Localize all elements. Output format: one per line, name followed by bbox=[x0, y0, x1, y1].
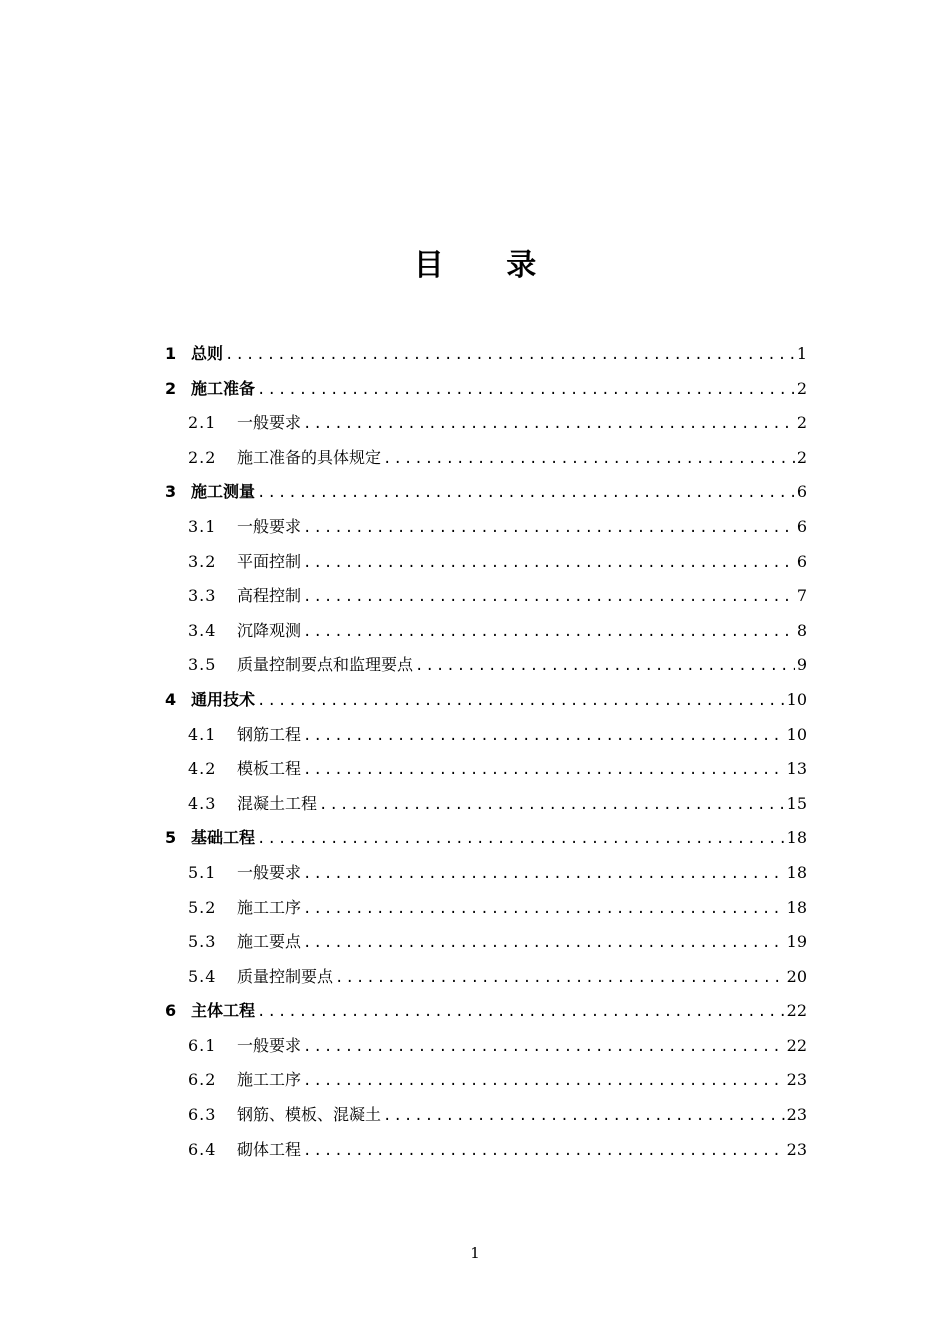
toc-section-entry[interactable] bbox=[165, 614, 807, 649]
toc-entry-number: 2.1 bbox=[188, 413, 217, 433]
toc-dot-leader bbox=[303, 1134, 785, 1169]
toc-dot-leader bbox=[303, 580, 795, 615]
toc-entry-number: 6.3 bbox=[188, 1105, 217, 1125]
toc-entry-title: 基础工程 bbox=[191, 828, 256, 848]
toc-entry-number: 5.4 bbox=[188, 966, 217, 986]
toc-dot-leader bbox=[303, 546, 795, 581]
toc-entry-page: 2 bbox=[796, 447, 807, 467]
toc-entry-title: 高程控制 bbox=[237, 586, 302, 606]
table-of-contents bbox=[165, 337, 807, 1167]
toc-entry-page: 8 bbox=[796, 620, 807, 640]
toc-entry-number: 6.4 bbox=[188, 1139, 217, 1159]
toc-chapter-entry[interactable] bbox=[165, 337, 807, 372]
toc-entry-page: 23 bbox=[786, 1139, 807, 1159]
toc-entry-page: 22 bbox=[786, 1035, 807, 1055]
toc-entry-title: 钢筋工程 bbox=[237, 724, 302, 744]
toc-entry-page: 23 bbox=[786, 1070, 807, 1090]
toc-entry-title: 主体工程 bbox=[191, 1001, 256, 1021]
toc-entry-number: 2 bbox=[165, 378, 177, 398]
toc-entry-title: 施工准备 bbox=[191, 378, 256, 398]
toc-dot-leader bbox=[303, 615, 795, 650]
toc-dot-leader bbox=[335, 961, 785, 996]
toc-dot-leader bbox=[303, 926, 785, 961]
toc-section-entry[interactable] bbox=[165, 1133, 807, 1168]
toc-entry-page: 7 bbox=[796, 586, 807, 606]
toc-dot-leader bbox=[257, 373, 795, 408]
toc-entry-title: 质量控制要点和监理要点 bbox=[237, 655, 414, 675]
toc-entry-number: 1 bbox=[165, 344, 177, 363]
toc-section-entry[interactable] bbox=[165, 545, 807, 580]
toc-dot-leader bbox=[303, 1064, 785, 1099]
toc-section-entry[interactable] bbox=[165, 1063, 807, 1098]
toc-entry-number: 6.1 bbox=[188, 1035, 217, 1055]
toc-entry-title: 施工准备的具体规定 bbox=[237, 447, 382, 467]
toc-dot-leader bbox=[383, 442, 795, 477]
toc-entry-number: 5 bbox=[165, 828, 177, 848]
toc-entry-page: 10 bbox=[786, 724, 807, 744]
page-number: 1 bbox=[470, 1244, 480, 1262]
toc-entry-number: 2.2 bbox=[188, 447, 217, 467]
toc-chapter-entry[interactable] bbox=[165, 372, 807, 407]
toc-section-entry[interactable] bbox=[165, 441, 807, 476]
toc-dot-leader bbox=[319, 788, 785, 823]
toc-section-entry[interactable] bbox=[165, 925, 807, 960]
toc-entry-title: 砌体工程 bbox=[237, 1139, 302, 1159]
toc-entry-page: 19 bbox=[786, 932, 807, 952]
toc-section-entry[interactable] bbox=[165, 579, 807, 614]
toc-section-entry[interactable] bbox=[165, 718, 807, 753]
toc-entry-page: 2 bbox=[796, 378, 807, 398]
toc-entry-number: 5.3 bbox=[188, 932, 217, 952]
toc-entry-page: 6 bbox=[796, 482, 807, 502]
toc-entry-number: 3.3 bbox=[188, 586, 217, 606]
toc-section-entry[interactable] bbox=[165, 406, 807, 441]
toc-entry-page: 2 bbox=[796, 413, 807, 433]
toc-entry-title: 平面控制 bbox=[237, 551, 302, 571]
toc-entry-title: 钢筋、模板、混凝土 bbox=[237, 1105, 382, 1125]
toc-section-entry[interactable] bbox=[165, 752, 807, 787]
toc-section-entry[interactable] bbox=[165, 891, 807, 926]
toc-entry-title: 一般要求 bbox=[237, 862, 302, 882]
toc-entry-page: 1 bbox=[796, 344, 807, 363]
toc-entry-number: 3.1 bbox=[188, 516, 217, 536]
toc-section-entry[interactable] bbox=[165, 960, 807, 995]
toc-entry-page: 18 bbox=[786, 897, 807, 917]
toc-entry-number: 4 bbox=[165, 689, 177, 709]
toc-dot-leader bbox=[303, 857, 785, 892]
toc-entry-title: 通用技术 bbox=[191, 689, 256, 709]
toc-entry-page: 18 bbox=[786, 862, 807, 882]
toc-dot-leader bbox=[303, 407, 795, 442]
toc-entry-number: 5.2 bbox=[188, 897, 217, 917]
toc-entry-number: 3 bbox=[165, 482, 177, 502]
toc-entry-number: 3.5 bbox=[188, 655, 217, 675]
toc-entry-number: 3.2 bbox=[188, 551, 217, 571]
toc-dot-leader bbox=[257, 822, 785, 857]
toc-entry-page: 23 bbox=[786, 1105, 807, 1125]
toc-dot-leader bbox=[303, 753, 785, 788]
toc-entry-title: 一般要求 bbox=[237, 1035, 302, 1055]
toc-section-entry[interactable] bbox=[165, 787, 807, 822]
toc-entry-page: 20 bbox=[786, 966, 807, 986]
toc-entry-page: 22 bbox=[786, 1001, 807, 1021]
toc-entry-title: 质量控制要点 bbox=[237, 966, 334, 986]
toc-entry-number: 4.3 bbox=[188, 793, 217, 813]
toc-dot-leader bbox=[383, 1099, 785, 1134]
toc-section-entry[interactable] bbox=[165, 1098, 807, 1133]
toc-dot-leader bbox=[303, 719, 785, 754]
toc-chapter-entry[interactable] bbox=[165, 994, 807, 1029]
toc-chapter-entry[interactable] bbox=[165, 821, 807, 856]
toc-chapter-entry[interactable] bbox=[165, 475, 807, 510]
toc-entry-page: 18 bbox=[786, 828, 807, 848]
toc-entry-number: 4.1 bbox=[188, 724, 217, 744]
toc-entry-page: 15 bbox=[786, 793, 807, 813]
toc-section-entry[interactable] bbox=[165, 856, 807, 891]
toc-dot-leader bbox=[257, 995, 785, 1030]
toc-entry-number: 5.1 bbox=[188, 862, 217, 882]
toc-entry-title: 模板工程 bbox=[237, 759, 302, 779]
toc-dot-leader bbox=[303, 511, 795, 546]
toc-entry-title: 施工工序 bbox=[237, 1070, 302, 1090]
toc-entry-title: 施工测量 bbox=[191, 482, 256, 502]
page-title: 目 录 bbox=[413, 248, 563, 283]
toc-entry-title: 施工要点 bbox=[237, 932, 302, 952]
toc-entry-page: 10 bbox=[786, 689, 807, 709]
toc-entry-number: 3.4 bbox=[188, 620, 217, 640]
toc-entry-title: 一般要求 bbox=[237, 516, 302, 536]
toc-entry-title: 沉降观测 bbox=[237, 620, 302, 640]
toc-section-entry[interactable] bbox=[165, 1029, 807, 1064]
toc-chapter-entry[interactable] bbox=[165, 683, 807, 718]
toc-dot-leader bbox=[225, 338, 795, 373]
toc-entry-number: 6.2 bbox=[188, 1070, 217, 1090]
toc-dot-leader bbox=[257, 476, 795, 511]
toc-dot-leader bbox=[415, 649, 795, 684]
toc-entry-page: 13 bbox=[786, 759, 807, 779]
toc-dot-leader bbox=[303, 892, 785, 927]
toc-entry-page: 6 bbox=[796, 516, 807, 536]
toc-entry-title: 一般要求 bbox=[237, 413, 302, 433]
toc-entry-number: 4.2 bbox=[188, 759, 217, 779]
toc-dot-leader bbox=[257, 684, 785, 719]
toc-entry-number: 6 bbox=[165, 1001, 177, 1021]
toc-entry-title: 混凝土工程 bbox=[237, 793, 318, 813]
toc-entry-title: 施工工序 bbox=[237, 897, 302, 917]
toc-entry-title: 总则 bbox=[191, 344, 224, 363]
toc-section-entry[interactable] bbox=[165, 648, 807, 683]
toc-section-entry[interactable] bbox=[165, 510, 807, 545]
toc-dot-leader bbox=[303, 1030, 785, 1065]
toc-entry-page: 9 bbox=[796, 655, 807, 675]
toc-entry-page: 6 bbox=[796, 551, 807, 571]
